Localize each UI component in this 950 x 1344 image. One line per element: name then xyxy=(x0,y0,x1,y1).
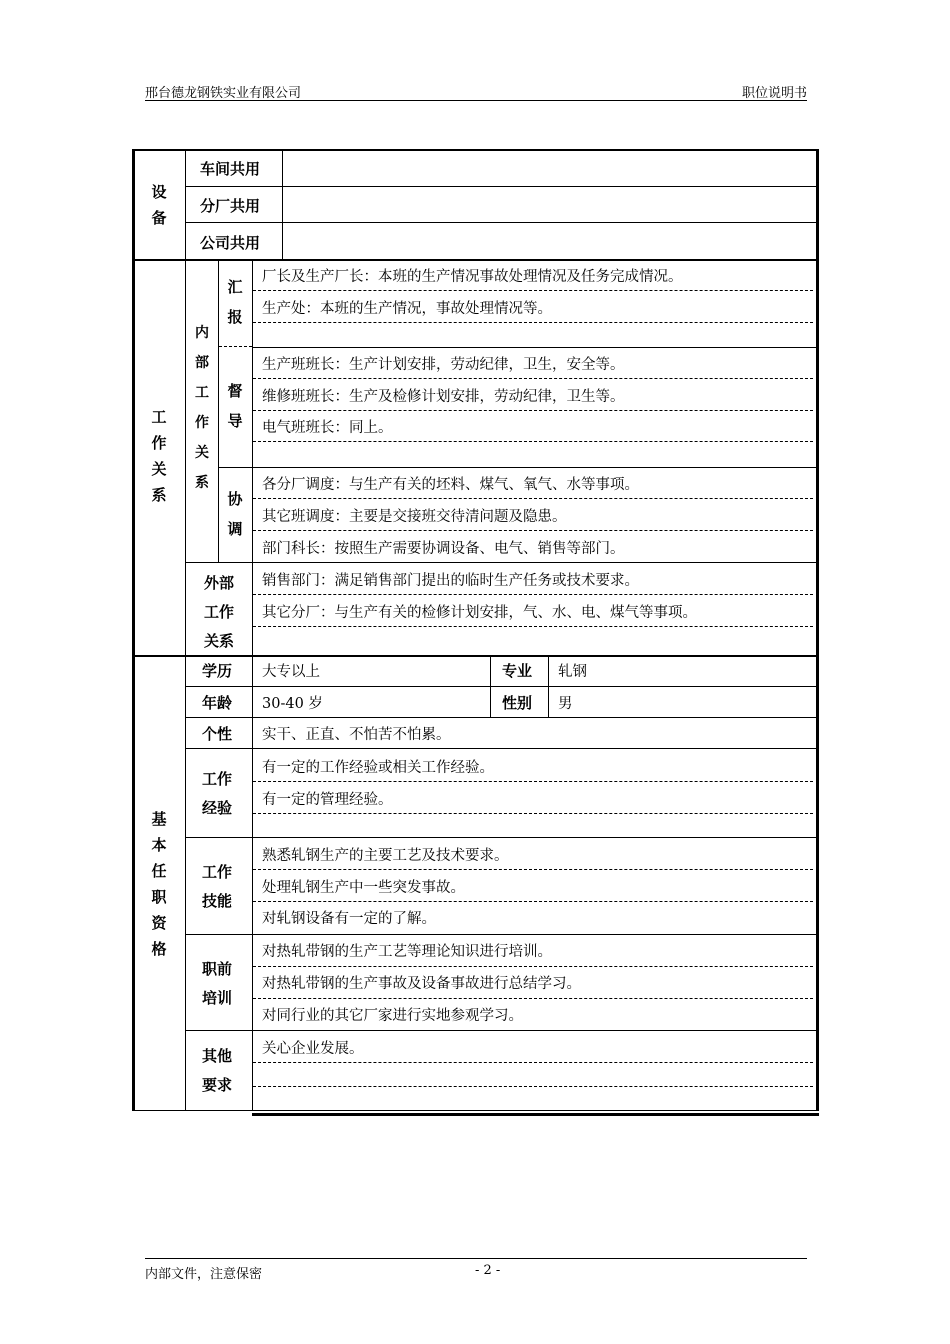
report-label: 汇 报 xyxy=(227,278,243,326)
group-line xyxy=(218,467,818,468)
dashed-line xyxy=(253,498,813,499)
table-border-left xyxy=(132,149,135,1111)
external-line-2: 其它分厂：与生产有关的检修计划安排，气、水、电、煤气等事项。 xyxy=(262,605,697,621)
confidential-note: 内部文件，注意保密 xyxy=(145,1267,263,1282)
dashed-line xyxy=(253,966,813,967)
dashed-line xyxy=(253,869,813,870)
qual-line xyxy=(185,934,818,935)
dashed-line xyxy=(253,781,813,782)
experience-label: 工作 经验 xyxy=(202,770,233,817)
dashed-line xyxy=(253,378,813,379)
report-line-2: 生产处：本班的生产情况，事故处理情况等。 xyxy=(262,301,552,317)
coordinate-line-3: 部门科长：按照生产需要协调设备、电气、销售等部门。 xyxy=(262,541,625,557)
education-value: 大专以上 xyxy=(262,664,320,680)
qual-line xyxy=(185,837,818,838)
group-line-dashed xyxy=(219,346,252,347)
qual-line xyxy=(185,1030,818,1031)
gender-label: 性别 xyxy=(502,694,533,712)
qualifications-title: 基 本 任 职 资 格 xyxy=(151,810,167,958)
experience-line-1: 有一定的工作经验或相关工作经验。 xyxy=(262,760,494,776)
coordinate-line-2: 其它班调度：主要是交接班交待清问题及隐患。 xyxy=(262,509,567,525)
equip-label-workshop: 车间共用 xyxy=(200,160,261,178)
dashed-line xyxy=(253,441,813,442)
dashed-line xyxy=(253,594,813,595)
external-relations-label: 外部 工作 关系 xyxy=(203,574,234,650)
gender-value: 男 xyxy=(558,696,573,712)
education-label: 学历 xyxy=(202,662,233,680)
table-border-top xyxy=(132,149,819,151)
report-line-1: 厂长及生产厂长：本班的生产情况事故处理情况及任务完成情况。 xyxy=(262,269,683,285)
supervise-line-3: 电气班班长：同上。 xyxy=(262,420,393,436)
equip-row-line xyxy=(185,222,818,223)
equip-label-company: 公司共用 xyxy=(200,234,261,252)
external-line-1: 销售部门：满足销售部门提出的临时生产任务或技术要求。 xyxy=(262,573,639,589)
skills-line-3: 对轧钢设备有一定的了解。 xyxy=(262,911,436,927)
experience-line-2: 有一定的管理经验。 xyxy=(262,792,393,808)
other-requirements-label: 其他 要求 xyxy=(202,1047,233,1094)
major-label: 专业 xyxy=(502,662,533,680)
dashed-line xyxy=(253,626,813,627)
equip-label-branch: 分厂共用 xyxy=(200,197,261,215)
supervise-line-1: 生产班班长：生产计划安排，劳动纪律，卫生，安全等。 xyxy=(262,357,625,373)
dashed-line xyxy=(253,1086,813,1087)
personality-value: 实干、正直、不怕苦不怕累。 xyxy=(262,727,451,743)
age-value: 30-40 岁 xyxy=(262,696,323,712)
other-line-1: 关心企业发展。 xyxy=(262,1041,364,1057)
qual-inner-divider xyxy=(490,655,491,717)
content-col-divider xyxy=(252,260,253,1110)
dashed-line xyxy=(253,1062,813,1063)
major-value: 轧钢 xyxy=(558,664,587,680)
dashed-line xyxy=(253,901,813,902)
group-line xyxy=(185,562,818,563)
training-label: 职前 培训 xyxy=(202,960,233,1007)
section-sep-1 xyxy=(132,259,819,261)
coordinate-label: 协 调 xyxy=(227,490,243,538)
equip-row-line xyxy=(185,186,818,187)
age-label: 年龄 xyxy=(202,694,233,712)
dashed-line xyxy=(253,813,813,814)
equip-label-divider xyxy=(282,149,283,259)
internal-relations-label: 内 部 工 作 关 系 xyxy=(195,325,209,491)
skills-line-1: 熟悉轧钢生产的主要工艺及技术要求。 xyxy=(262,848,509,864)
page-footer xyxy=(145,1258,807,1281)
group-line xyxy=(252,347,818,348)
title-col-divider xyxy=(185,149,186,1111)
supervise-line-2: 维修班班长：生产及检修计划安排，劳动纪律，卫生等。 xyxy=(262,389,625,405)
dashed-line xyxy=(253,410,813,411)
coordinate-line-1: 各分厂调度：与生产有关的坯料、煤气、氧气、水等事项。 xyxy=(262,477,639,493)
dashed-line xyxy=(253,530,813,531)
company-name: 邢台德龙钢铁实业有限公司 xyxy=(145,86,302,101)
table-border-bottom xyxy=(132,1110,819,1111)
qual-line xyxy=(185,748,818,749)
training-line-2: 对热轧带钢的生产事故及设备事故进行总结学习。 xyxy=(262,976,581,992)
dashed-line xyxy=(253,998,813,999)
qual-line xyxy=(185,717,818,718)
relations-title: 工 作 关 系 xyxy=(151,408,167,504)
dashed-line xyxy=(253,290,813,291)
document-type: 职位说明书 xyxy=(741,86,807,101)
training-line-1: 对热轧带钢的生产工艺等理论知识进行培训。 xyxy=(262,944,552,960)
skills-line-2: 处理轧钢生产中一些突发事故。 xyxy=(262,880,465,896)
personality-label: 个性 xyxy=(202,725,233,743)
qual-inner-divider xyxy=(548,655,549,717)
page-number: - 2 - xyxy=(475,1263,501,1278)
supervise-label: 督 导 xyxy=(227,382,243,430)
table-shadow-bottom xyxy=(252,1113,819,1116)
page-header xyxy=(145,82,807,101)
dashed-line xyxy=(253,322,813,323)
table-border-right xyxy=(816,149,819,1111)
equipment-title: 设 备 xyxy=(151,183,167,227)
internal-col-divider xyxy=(218,260,219,562)
qual-line xyxy=(185,686,818,687)
training-line-3: 对同行业的其它厂家进行实地参观学习。 xyxy=(262,1008,523,1024)
skills-label: 工作 技能 xyxy=(202,863,233,910)
